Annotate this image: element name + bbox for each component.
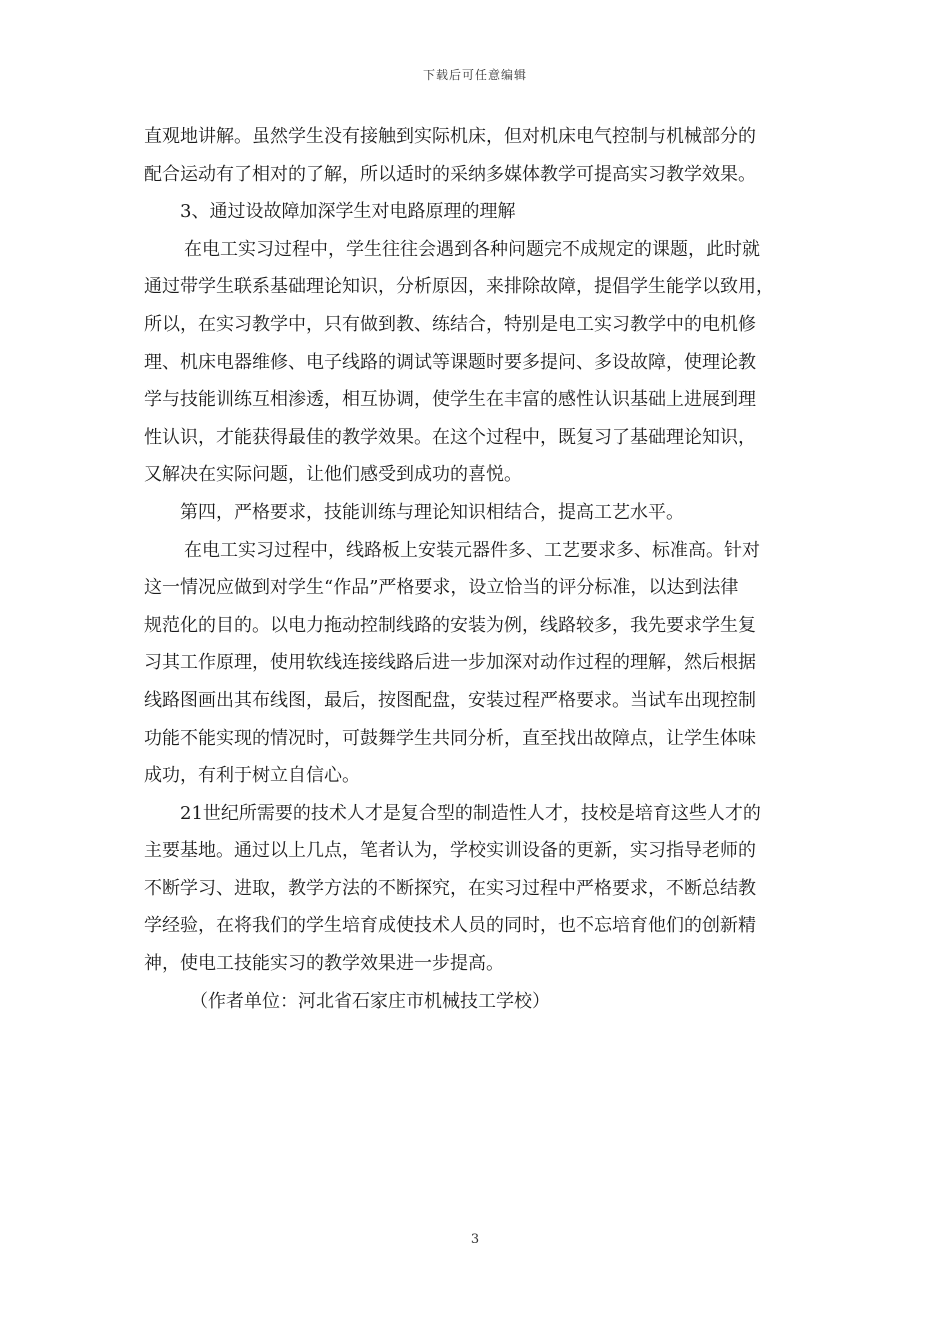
text-line: 功能不能实现的情况时，可鼓舞学生共同分析，直至找出故障点，让学生体味 [144, 727, 756, 749]
text-line: 成功，有利于树立自信心。 [144, 765, 360, 787]
text-line: 又解决在实际问题，让他们感受到成功的喜悦。 [144, 464, 522, 486]
text-line: 规范化的目的。以电力拖动控制线路的安装为例，线路较多，我先要求学生复 [144, 614, 756, 636]
text-line: 直观地讲解。虽然学生没有接触到实际机床，但对机床电气控制与机械部分的 [144, 126, 756, 147]
text-line: 不断学习、进取，教学方法的不断探究，在实习过程中严格要求，不断总结教 [144, 877, 756, 899]
text-line: 学经验，在将我们的学生培育成使技术人员的同时，也不忘培育他们的创新精 [144, 915, 756, 937]
text-line: 性认识，才能获得最佳的教学效果。在这个过程中，既复习了基础理论知识， [144, 426, 756, 448]
text-line: 在电工实习过程中，学生往往会遇到各种问题完不成规定的课题，此时就 [184, 238, 760, 260]
text-line: 习其工作原理，使用软线连接线路后进一步加深对动作过程的理解，然后根据 [144, 652, 756, 674]
text-line: 配合运动有了相对的了解，所以适时的采纳多媒体教学可提高实习教学效果。 [144, 163, 756, 185]
text-line: 神，使电工技能实习的教学效果进一步提高。 [144, 953, 504, 975]
text-line: 这一情况应做到对学生“作品”严格要求，设立恰当的评分标准，以达到法律 [144, 577, 739, 599]
text-line: 21世纪所需要的技术人才是复合型的制造性人才，技校是培育这些人才的 [180, 802, 761, 824]
section-heading: 第四，严格要求，技能训练与理论知识相结合，提高工艺水平。 [180, 501, 684, 523]
section-heading: 3、通过设故障加深学生对电路原理的理解 [180, 201, 516, 223]
author-affiliation: （作者单位：河北省石家庄市机械技工学校） [190, 990, 550, 1012]
text-line: 所以，在实习教学中，只有做到教、练结合，特别是电工实习教学中的电机修 [144, 313, 756, 335]
text-line: 通过带学生联系基础理论知识，分析原因，来排除故障，提倡学生能学以致用， [144, 276, 774, 298]
text-line: 理、机床电器维修、电子线路的调试等课题时要多提问、多设故障，使理论教 [144, 351, 756, 373]
page-header: 下载后可任意编辑 [422, 68, 527, 82]
text-line: 主要基地。通过以上几点，笔者认为，学校实训设备的更新，实习指导老师的 [144, 840, 756, 862]
document-body [144, 118, 814, 1020]
text-line: 学与技能训练互相渗透，相互协调，使学生在丰富的感性认识基础上进展到理 [144, 389, 756, 411]
text-line: 在电工实习过程中，线路板上安装元器件多、工艺要求多、标准高。针对 [184, 539, 760, 561]
page-number: 3 [470, 1232, 480, 1247]
text-line: 线路图画出其布线图，最后，按图配盘，安装过程严格要求。当试车出现控制 [144, 689, 756, 711]
